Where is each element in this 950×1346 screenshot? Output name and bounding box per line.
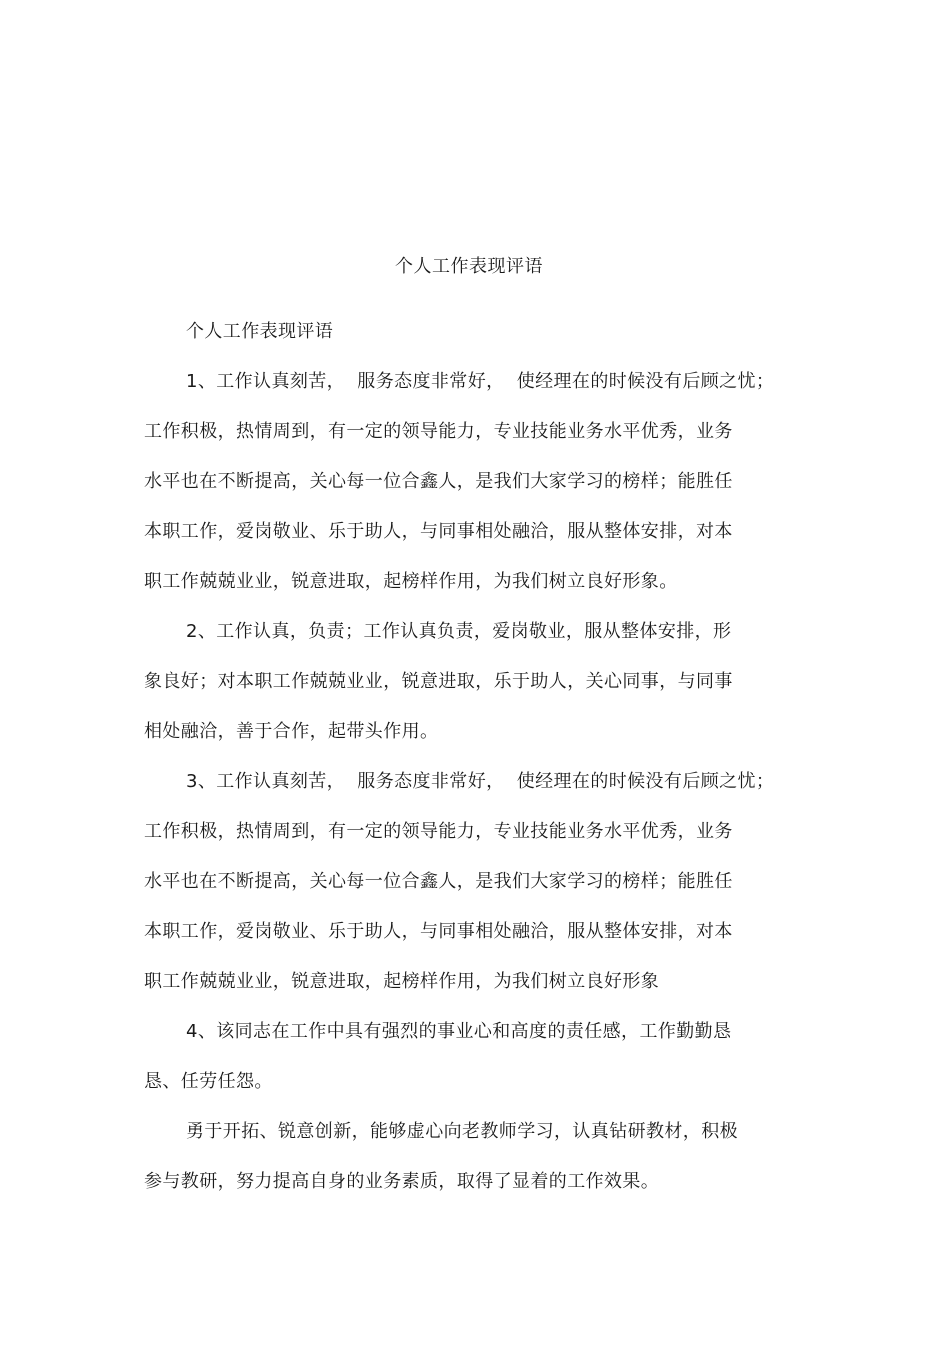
text-line: 职工作兢兢业业，锐意进取，起榜样作用，为我们树立良好形象	[144, 971, 660, 992]
text-line: 象良好；对本职工作兢兢业业，锐意进取，乐于助人，关心同事，与同事	[144, 671, 733, 692]
text-line: 工作积极，热情周到，有一定的领导能力，专业技能业务水平优秀，业务	[144, 821, 733, 842]
document-title: 个人工作表现评语	[395, 256, 543, 277]
text-line: 本职工作，爱岗敬业、乐于助人，与同事相处融洽，服从整体安排，对本	[144, 921, 733, 942]
text-line: 个人工作表现评语	[186, 321, 334, 342]
text-line: 相处融洽，善于合作，起带头作用。	[144, 721, 439, 742]
text-line: 1、工作认真刻苦， 服务态度非常好， 使经理在的时候没有后顾之忧；	[186, 371, 775, 392]
text-line: 3、工作认真刻苦， 服务态度非常好， 使经理在的时候没有后顾之忧；	[186, 771, 775, 792]
text-line: 勇于开拓、锐意创新，能够虚心向老教师学习，认真钻研教材，积极	[186, 1121, 738, 1142]
text-line: 4、该同志在工作中具有强烈的事业心和高度的责任感，工作勤勤恳	[186, 1021, 732, 1042]
text-line: 水平也在不断提高，关心每一位合鑫人，是我们大家学习的榜样；能胜任	[144, 471, 733, 492]
text-line: 参与教研，努力提高自身的业务素质，取得了显着的工作效果。	[144, 1171, 660, 1192]
text-line: 水平也在不断提高，关心每一位合鑫人，是我们大家学习的榜样；能胜任	[144, 871, 733, 892]
text-line: 工作积极，热情周到，有一定的领导能力，专业技能业务水平优秀，业务	[144, 421, 733, 442]
text-line: 本职工作，爱岗敬业、乐于助人，与同事相处融洽，服从整体安排，对本	[144, 521, 733, 542]
text-line: 2、工作认真，负责；工作认真负责，爱岗敬业，服从整体安排，形	[186, 621, 732, 642]
text-line: 职工作兢兢业业，锐意进取，起榜样作用，为我们树立良好形象。	[144, 571, 678, 592]
text-line: 恳、任劳任怨。	[144, 1071, 273, 1092]
